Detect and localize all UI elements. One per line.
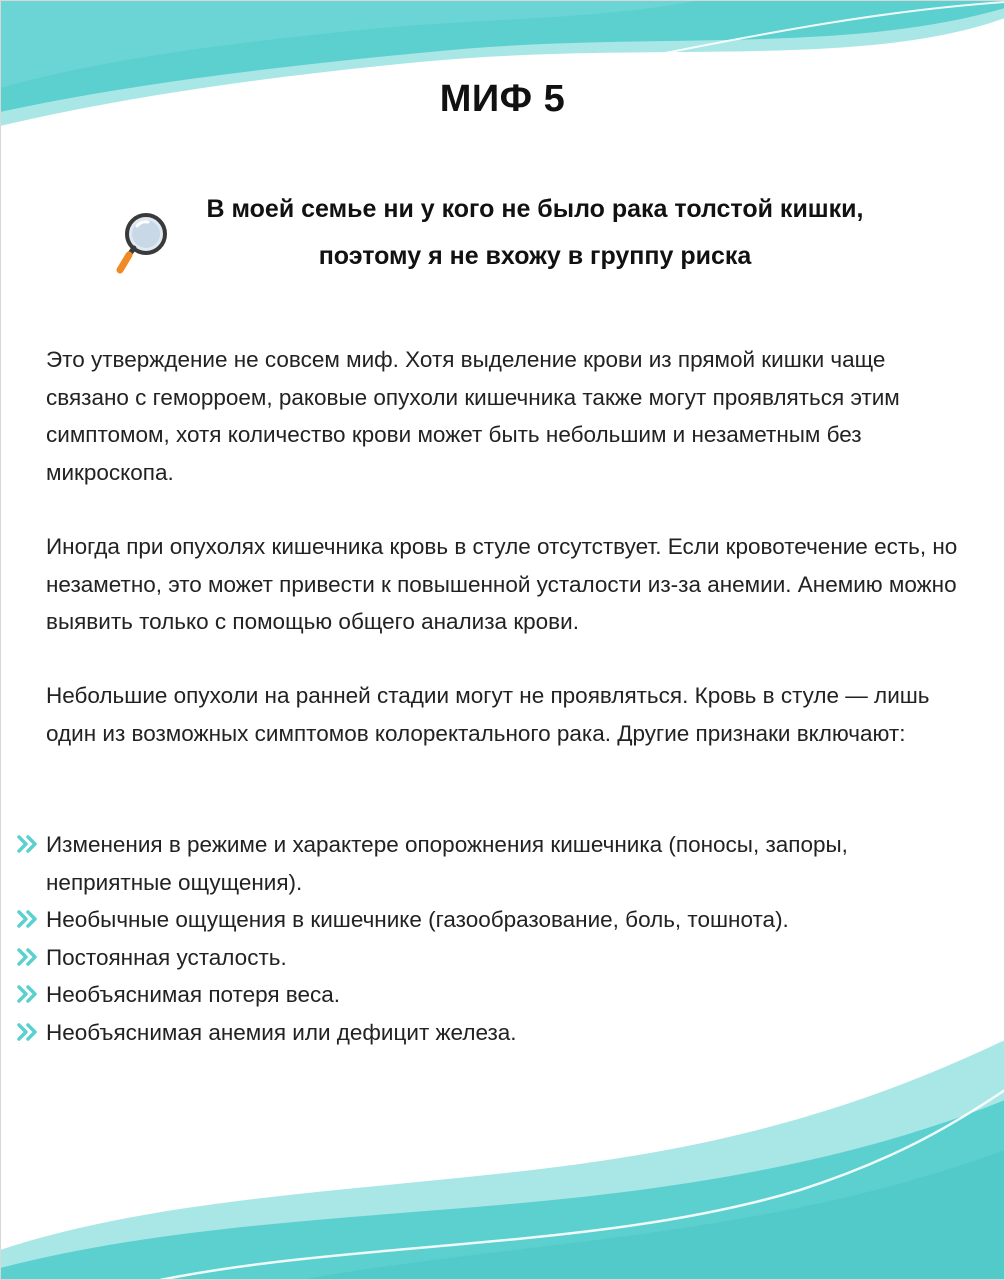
myth-line-1: В моей семье ни у кого не было рака толстой кишки, [206, 195, 864, 223]
list-item-text: Необъяснимая анемия или дефицит железа. [46, 1019, 517, 1045]
paragraph-explanation: Это утверждение не совсем миф. Хотя выделение крови из прямой кишки чаще связано с геморроем, раковые опухоли кишечника также могут проявляться этим симптомом, хотя количество крови может быть небольшим и незаметным без микроскопа. [46, 347, 900, 485]
magnifier-icon [110, 210, 172, 276]
myth-statement [100, 186, 940, 280]
myth-line-2: поэтому я не вхожу в группу риска [318, 242, 752, 270]
list-item-text: Постоянная усталость. [46, 944, 287, 970]
paragraph-symptoms-intro: Небольшие опухоли на ранней стадии могут не проявляться. Кровь в стуле — лишь один из возможных симптомов колоректального рака. Другие признаки включают: [46, 683, 930, 746]
list-item [0, 901, 960, 939]
double-chevron-right-icon [17, 835, 39, 853]
list-item [0, 939, 960, 977]
list-item-text: Необъяснимая потеря веса. [46, 982, 341, 1007]
bottom-wave-decoration [0, 1040, 1005, 1280]
double-chevron-right-icon [17, 985, 39, 1003]
double-chevron-right-icon [17, 910, 39, 928]
list-item-text: Необычные ощущения в кишечнике (газообразование, боль, тошнота). [46, 907, 789, 932]
list-item [0, 976, 960, 1014]
double-chevron-right-icon [17, 948, 39, 966]
symptoms-list [0, 826, 960, 1051]
page-title: МИФ 5 [439, 78, 566, 120]
list-item [0, 1014, 960, 1052]
list-item [0, 826, 960, 901]
list-item-text: Изменения в режиме и характере опорожнения кишечника (поносы, запоры, неприятные ощущения). [46, 832, 848, 895]
paragraph-anemia: Иногда при опухолях кишечника кровь в стуле отсутствует. Если кровотечение есть, но незаметно, это может привести к повышенной усталости из-за анемии. Анемию можно выявить только с помощью общего анализа крови. [46, 534, 958, 634]
double-chevron-right-icon [17, 1023, 39, 1041]
